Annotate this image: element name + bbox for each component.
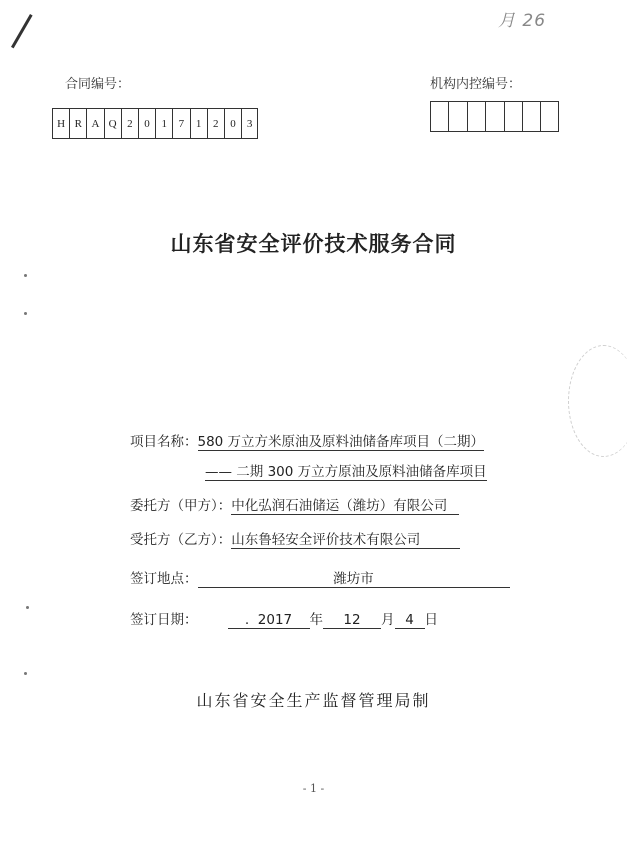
number-box: 0 [138,108,155,139]
scan-speck [26,606,29,609]
number-box: R [69,108,86,139]
number-box: 0 [224,108,241,139]
contract-number-label: 合同编号： [65,77,131,92]
signing-date-day: 4 [395,612,425,629]
internal-control-number-boxes [430,101,559,132]
number-box: 1 [155,108,172,139]
client-label: 委托方（甲方）： [130,498,232,514]
project-name-label: 项目名称： [130,434,198,450]
contractor-value: 山东鲁轻安全评价技术有限公司 [231,528,460,549]
number-box: 7 [172,108,189,139]
signing-date-row [130,608,438,629]
number-box [485,101,503,132]
number-box [540,101,558,132]
scan-speck [24,312,27,315]
number-box: 2 [207,108,224,139]
signing-place-row [130,567,510,588]
number-box: A [86,108,103,139]
contractor-label: 受托方（乙方）： [130,532,232,548]
document-title: 山东省安全评价技术服务合同 [170,232,457,256]
handwritten-note: 月 26 [498,11,547,31]
signing-date-month: 12 [323,612,381,629]
number-box: H [52,108,69,139]
number-box: 2 [121,108,138,139]
stamp-edge-mark [568,345,627,457]
scan-speck [24,274,27,277]
number-box [522,101,540,132]
contractor-row [130,528,460,549]
internal-control-number-label: 机构内控编号： [430,77,522,92]
month-unit: 月 [381,612,395,628]
issuing-authority: 山东省安全生产监督管理局制 [196,691,431,710]
signing-place-value: 潍坊市 [198,567,510,588]
project-name-line1: 580 万立方米原油及原料油储备库项目（二期） [198,430,485,451]
year-unit: 年 [309,612,323,628]
number-box [467,101,485,132]
number-box: 3 [241,108,258,139]
number-box [448,101,466,132]
signing-date-label: 签订日期： [130,612,198,628]
number-box: 1 [190,108,207,139]
scan-speck [24,672,27,675]
contract-number-boxes [52,108,258,139]
page-number: - 1 - [302,782,325,795]
number-box [504,101,522,132]
project-name-row2 [205,460,487,481]
pen-stroke-mark [11,14,33,48]
project-name-line2: —— 二期 300 万立方原油及原料油储备库项目 [205,460,487,481]
client-row [130,494,459,515]
signing-date-year: . 2017 [228,612,310,629]
number-box: Q [104,108,121,139]
client-value: 中化弘润石油储运（潍坊）有限公司 [231,494,459,515]
signing-place-label: 签订地点： [130,571,198,587]
number-box [430,101,448,132]
project-name-row [130,430,484,451]
day-unit: 日 [424,612,438,628]
